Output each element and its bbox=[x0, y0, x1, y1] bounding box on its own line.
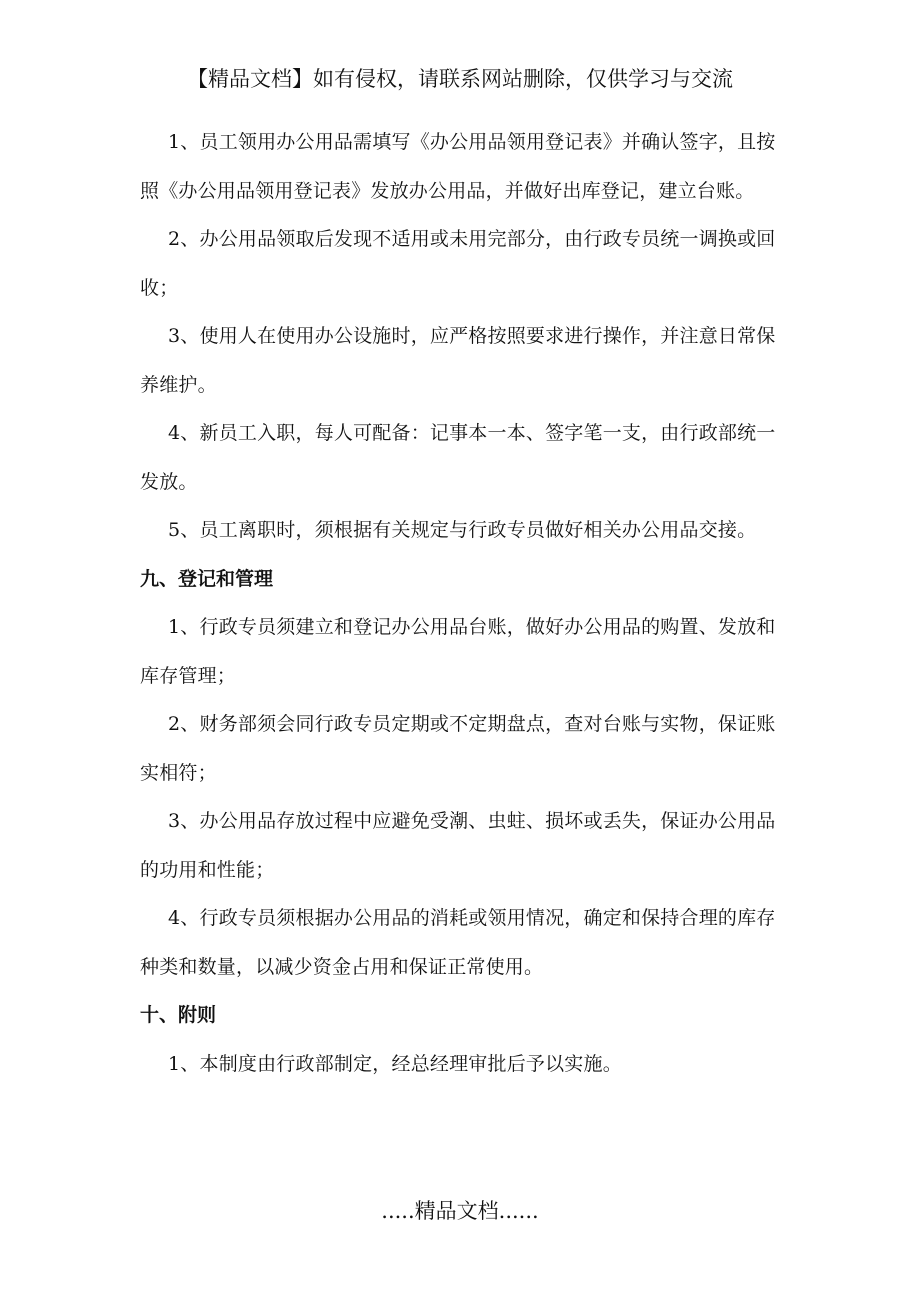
document-body bbox=[140, 118, 780, 1088]
paragraph-item: 5、员工离职时，须根据有关规定与行政专员做好相关办公用品交接。 bbox=[168, 519, 757, 541]
paragraph-item: 1、本制度由行政部制定，经总经理审批后予以实施。 bbox=[168, 1052, 622, 1075]
paragraph-item: 3、使用人在使用办公设施时，应严格按照要求进行操作，并注意日常保养维护。 bbox=[140, 325, 776, 396]
paragraph-item: 2、办公用品领取后发现不适用或未用完部分，由行政专员统一调换或回收； bbox=[140, 228, 776, 299]
section-heading: 十、附则 bbox=[140, 1004, 217, 1026]
paragraph-item: 3、办公用品存放过程中应避免受潮、虫蛀、损坏或丢失，保证办公用品的功用和性能； bbox=[140, 810, 776, 881]
document-header: 【精品文档】如有侵权，请联系网站删除，仅供学习与交流 bbox=[187, 67, 733, 91]
paragraph-item: 2、财务部须会同行政专员定期或不定期盘点，查对台账与实物，保证账实相符； bbox=[140, 713, 776, 784]
paragraph-item: 1、行政专员须建立和登记办公用品台账，做好办公用品的购置、发放和库存管理； bbox=[140, 616, 776, 687]
paragraph-item: 4、新员工入职，每人可配备：记事本一本、签字笔一支，由行政部统一发放。 bbox=[140, 422, 776, 493]
document-footer: .....精品文档...... bbox=[381, 1199, 539, 1223]
paragraph-item: 1、员工领用办公用品需填写《办公用品领用登记表》并确认签字，且按照《办公用品领用登记表》发放办公用品，并做好出库登记，建立台账。 bbox=[140, 131, 776, 202]
paragraph-item: 4、行政专员须根据办公用品的消耗或领用情况，确定和保持合理的库存种类和数量，以减少资金占用和保证正常使用。 bbox=[140, 907, 776, 978]
section-heading: 九、登记和管理 bbox=[140, 567, 274, 590]
